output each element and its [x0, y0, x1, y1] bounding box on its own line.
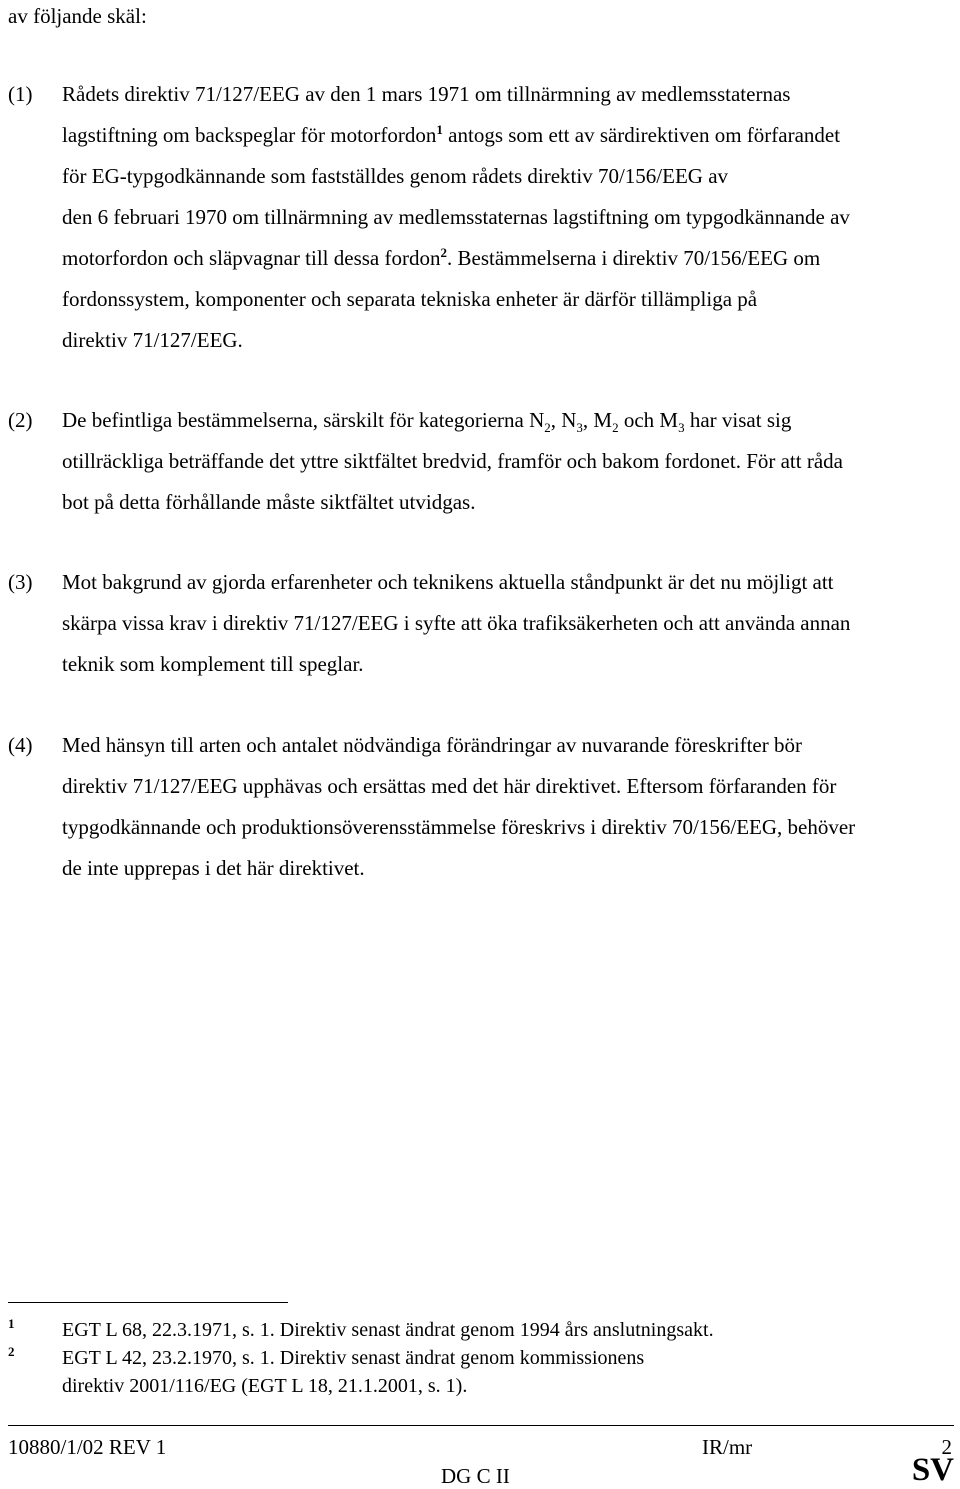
text-line: teknik som komplement till speglar. — [62, 652, 364, 676]
recital-text — [62, 725, 954, 889]
recital-text — [62, 74, 954, 361]
footnote-number: 2 — [8, 1344, 15, 1359]
text-line: för EG-typgodkännande som fastställdes genom rådets direktiv 70/156/EEG av — [62, 164, 729, 188]
doc-reference: 10880/1/02 REV 1 — [8, 1435, 167, 1459]
text-line: bot på detta förhållande måste siktfältet utvidgas. — [62, 490, 476, 514]
footnote-ref: 2 — [440, 245, 447, 260]
page-number: 2 — [941, 1435, 952, 1459]
dg-label: DG C II — [441, 1464, 510, 1488]
footnote-number: 1 — [8, 1316, 15, 1331]
text-line: direktiv 71/127/EEG upphävas och ersättas med det här direktivet. Eftersom förfaranden för — [62, 774, 837, 798]
footnote-text — [62, 1344, 644, 1400]
footnote-text: EGT L 68, 22.3.1971, s. 1. Direktiv senast ändrat genom 1994 års anslutningsakt. — [62, 1319, 714, 1341]
text-line: Rådets direktiv 71/127/EEG av den 1 mars 1971 om tillnärmning av medlemsstaternas — [62, 82, 791, 106]
text-line: den 6 februari 1970 om tillnärmning av medlemsstaternas lagstiftning om typgodkännande av — [62, 205, 850, 229]
recital-number: (1) — [8, 82, 33, 106]
intro-text: av följande skäl: — [8, 4, 147, 28]
text-line: de inte upprepas i det här direktivet. — [62, 856, 365, 880]
text-line: Mot bakgrund av gjorda erfarenheter och teknikens aktuella ståndpunkt är det nu möjligt att — [62, 570, 834, 594]
initials: IR/mr — [702, 1435, 753, 1459]
text-line: typgodkännande och produktionsöverensstämmelse föreskrivs i direktiv 70/156/EEG, behöver — [62, 815, 856, 839]
text-line: direktiv 71/127/EEG. — [62, 328, 243, 352]
recital-number: (4) — [8, 733, 33, 757]
language-code: SV — [911, 1452, 954, 1488]
text-line: lagstiftning om backspeglar för motorfordon$^1$ antogs som ett av särdirektiven om förfarandet — [62, 122, 841, 147]
recital-text — [62, 400, 954, 523]
text-line: skärpa vissa krav i direktiv 71/127/EEG i syfte att öka trafiksäkerheten och att använda annan — [62, 611, 851, 635]
footnote-ref: 1 — [436, 122, 443, 137]
footnote-line: direktiv 2001/116/EG (EGT L 18, 21.1.2001, s. 1). — [62, 1375, 468, 1397]
footnote-separator — [8, 1302, 288, 1303]
recital-number: (2) — [8, 408, 33, 432]
text-line: Med hänsyn till arten och antalet nödvändiga förändringar av nuvarande föreskrifter bör — [62, 733, 802, 757]
text-line: fordonssystem, komponenter och separata tekniska enheter är därför tillämpliga på — [62, 287, 758, 311]
text-line: motorfordon och släpvagnar till dessa fordon$^2$. Bestämmelserna i direktiv 70/156/EEG om — [62, 245, 821, 270]
footer-rule — [8, 1425, 954, 1426]
text-line: De befintliga bestämmelserna, särskilt för kategorierna $N_2$, $N_3$, $M_2$ och $M_3$ har visat sig — [62, 408, 792, 436]
text-line: otillräckliga beträffande det yttre siktfältet bredvid, framför och bakom fordonet. För att råda — [62, 449, 843, 473]
recital-number: (3) — [8, 570, 33, 594]
recital-text — [62, 562, 954, 685]
footnote-line: EGT L 42, 23.2.1970, s. 1. Direktiv senast ändrat genom kommissionens — [62, 1347, 645, 1369]
